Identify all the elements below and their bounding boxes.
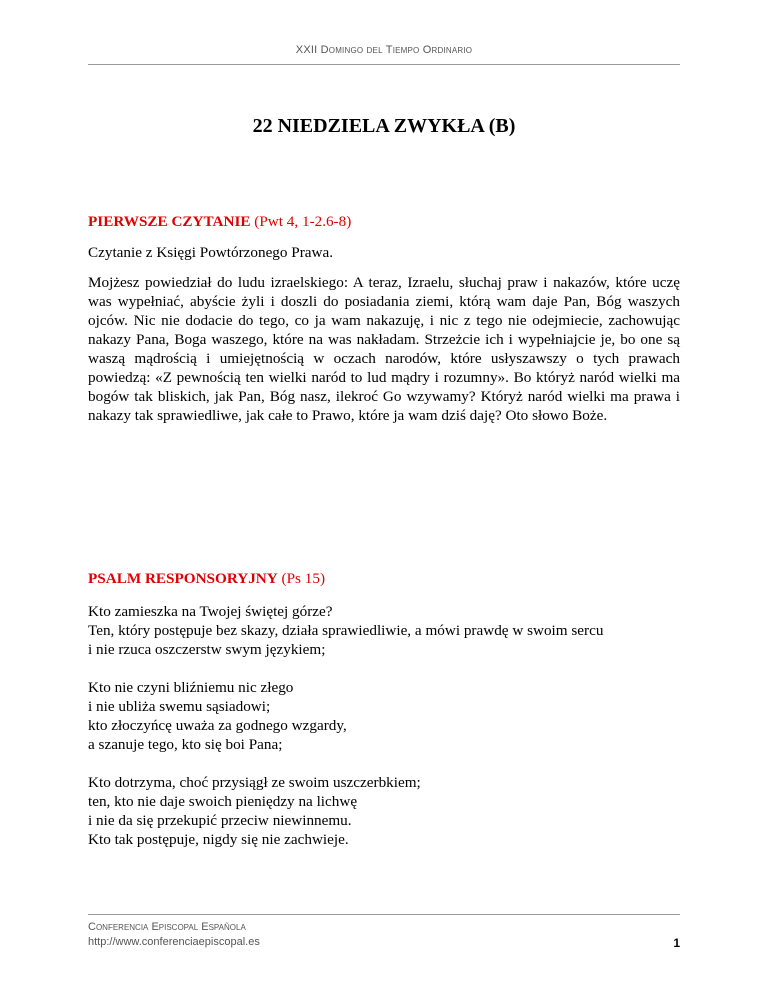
first-reading-section [88,212,680,425]
first-reading-intro: Czytanie z Księgi Powtórzonego Prawa. [88,244,334,261]
psalm-heading-label: PSALM RESPONSORYJNY [88,570,278,587]
page-number: 1 [673,936,680,950]
psalm-line: a szanuje tego, kto się boi Pana; [88,736,283,753]
psalm-line: Kto zamieszka na Twojej świętej górze? [88,603,333,620]
psalm-line: kto złoczyńcę uważa za godnego wzgardy, [88,717,347,734]
psalm-stanza-3 [88,773,680,849]
first-reading-heading-reference: (Pwt 4, 1-2.6-8) [254,213,352,230]
running-header: XXII Domingo del Tiempo Ordinario [295,44,473,56]
psalm-line: i nie ubliża swemu sąsiadowi; [88,698,271,715]
footer-organization: Conferencia Episcopal Española [88,921,246,933]
psalm-line: Kto tak postępuje, nigdy się nie zachwieje. [88,831,349,848]
psalm-line: Kto dotrzyma, choć przysiągł ze swoim uszczerbkiem; [88,774,421,791]
psalm-line: i nie rzuca oszczerstw swym językiem; [88,641,326,658]
first-reading-text: Mojżesz powiedział do ludu izraelskiego: A teraz, Izraelu, słuchaj praw i nakazów, które uczę was wypełniać, abyście żyli i doszli do posiadania ziemi, którą wam daje Pan, Bóg waszych ojców. Nic nie dodacie do tego, co ja wam nakazuję, i nic z tego nie odejmiecie, zachowując nakazy Pana, Boga waszego, które na was nakładam. Strzeżcie ich i wypełniajcie je, bo one są waszą mądrością i umiejętnością w oczach narodów, które usłyszawszy o tych prawach powiedzą: «Z pewnością ten wielki naród to lud mądry i rozumny». Bo któryż naród wielki ma bogów tak bliskich, jak Pan, Bóg nasz, ilekroć Go wzywamy? Któryż naród wielki ma prawa i nakazy tak sprawiedliwe, jak całe to Prawo, które ja wam dziś daję? Oto słowo Boże. [88,274,680,424]
document-title: 22 NIEDZIELA ZWYKŁA (B) [252,115,516,137]
psalm-line: ten, kto nie daje swoich pieniędzy na lichwę [88,793,358,810]
header-divider [88,64,680,65]
psalm-section [88,569,680,868]
psalm-heading [88,569,680,588]
footer [88,920,260,950]
psalm-line: i nie da się przekupić przeciw niewinnemu. [88,812,352,829]
psalm-stanza-2 [88,678,680,754]
psalm-line: Ten, który postępuje bez skazy, działa sprawiedliwie, a mówi prawdę w swoim sercu [88,622,604,639]
footer-url: http://www.conferenciaepiscopal.es [88,936,260,948]
psalm-stanza-1 [88,602,680,659]
first-reading-heading [88,212,680,231]
footer-divider [88,914,680,915]
first-reading-heading-label: PIERWSZE CZYTANIE [88,213,251,230]
psalm-line: Kto nie czyni bliźniemu nic złego [88,679,294,696]
psalm-heading-reference: (Ps 15) [281,570,326,587]
